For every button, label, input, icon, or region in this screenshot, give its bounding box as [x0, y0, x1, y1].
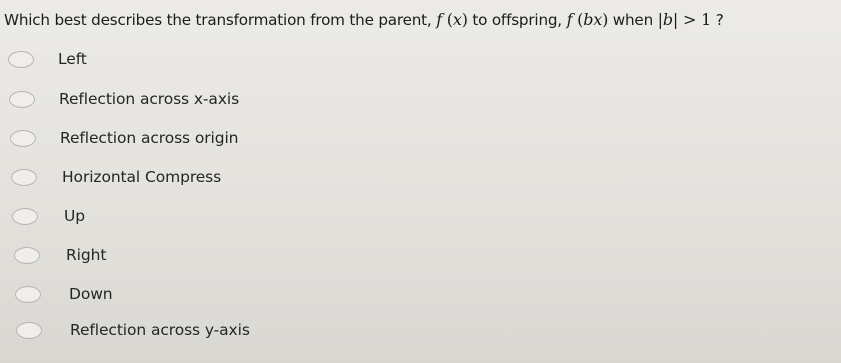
radio-button[interactable] [14, 247, 40, 264]
option-reflection-origin[interactable] [10, 123, 238, 153]
abs-bar: | [657, 10, 663, 29]
radio-button[interactable] [12, 208, 38, 225]
question-end: ? [711, 11, 724, 29]
math-paren: ) [602, 10, 609, 29]
math-fn: f [436, 10, 442, 29]
option-label: Reflection across y-axis [70, 321, 250, 339]
math-var: b [662, 10, 673, 29]
radio-button[interactable] [9, 91, 35, 108]
option-label: Reflection across x-axis [59, 90, 240, 108]
math-arg: bx [583, 10, 603, 29]
option-reflection-x-axis[interactable] [9, 84, 239, 114]
math-arg: x [452, 10, 462, 29]
math-fn: f [566, 10, 573, 29]
radio-button[interactable] [11, 169, 37, 186]
option-label: Down [69, 285, 113, 303]
math-paren: ) [461, 10, 468, 29]
option-up[interactable] [12, 201, 85, 231]
abs-bar: | [672, 10, 679, 29]
option-horizontal-compress[interactable] [11, 162, 221, 192]
option-label: Right [66, 246, 107, 264]
radio-button[interactable] [10, 130, 36, 147]
option-reflection-y-axis[interactable] [16, 315, 250, 345]
option-label: Horizontal Compress [62, 168, 222, 186]
math-op: > 1 [678, 10, 712, 29]
option-left[interactable] [8, 44, 87, 74]
question-text-part: when [608, 11, 658, 29]
radio-button[interactable] [15, 286, 41, 303]
radio-button[interactable] [8, 51, 34, 68]
option-label: Left [58, 50, 87, 68]
math-paren: ( [572, 10, 584, 29]
radio-button[interactable] [16, 322, 42, 339]
option-label: Reflection across origin [60, 129, 239, 147]
option-down[interactable] [15, 279, 113, 309]
question-text-part: to offspring, [467, 11, 567, 29]
math-paren: ( [441, 10, 453, 29]
question-text-part: Which best describes the transformation from the parent, [4, 11, 437, 29]
option-label: Up [64, 207, 85, 225]
option-right[interactable] [14, 240, 106, 270]
